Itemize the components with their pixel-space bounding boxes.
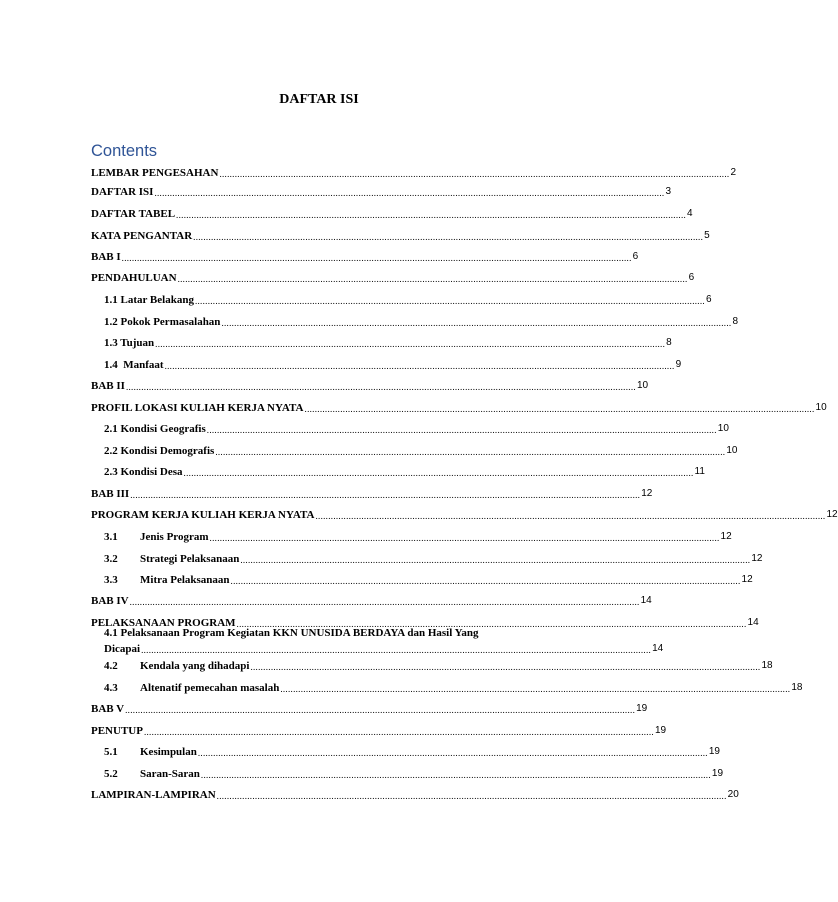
toc-entry[interactable] — [104, 528, 732, 544]
toc-leader-dots: ........................................................................................................................................................................................................ — [219, 169, 730, 179]
toc-leader-dots: ........................................................................................................................................................................................................ — [125, 705, 636, 715]
toc-entry[interactable] — [104, 626, 664, 656]
toc-entry-title — [104, 659, 249, 673]
toc-entry[interactable] — [104, 765, 724, 781]
toc-entry-title — [104, 530, 209, 544]
toc-entry-label: Kendala yang dihadapi — [140, 660, 250, 672]
toc-entry-page: 8 — [666, 337, 672, 348]
toc-entry-title: DAFTAR ISI — [91, 186, 154, 198]
toc-entry[interactable] — [91, 183, 672, 199]
toc-leader-dots: ........................................................................................................................................................................................................ — [200, 770, 711, 780]
toc-entry[interactable] — [104, 313, 738, 329]
toc-entry-page: 4 — [687, 208, 693, 219]
toc-leader-dots: ........................................................................................................................................................................................................ — [141, 645, 652, 655]
toc-leader-dots: ........................................................................................................................................................................................................ — [125, 382, 636, 392]
toc-entry-page: 12 — [741, 574, 753, 585]
toc-leader-dots: ........................................................................................................................................................................................................ — [130, 490, 641, 500]
toc-entry[interactable] — [104, 571, 753, 587]
toc-entry-title: KATA PENGANTAR — [91, 230, 193, 242]
toc-leader-dots: ........................................................................................................................................................................................................ — [280, 684, 791, 694]
toc-entry[interactable] — [104, 743, 720, 759]
toc-entry[interactable] — [91, 205, 693, 221]
toc-entry-number: 4.3 — [104, 682, 118, 694]
toc-leader-dots: ........................................................................................................................................................................................................ — [183, 468, 694, 478]
toc-entry-title: PROFIL LOKASI KULIAH KERJA NYATA — [91, 402, 304, 414]
toc-entry[interactable] — [91, 227, 710, 243]
toc-entry-page: 12 — [751, 553, 763, 564]
toc-entry-number: 5.2 — [104, 768, 118, 780]
toc-entry[interactable] — [91, 248, 639, 264]
toc-entry[interactable] — [104, 550, 763, 566]
toc-entry-title — [104, 767, 200, 781]
toc-entry-page: 10 — [815, 402, 827, 413]
toc-entry[interactable] — [91, 786, 739, 802]
toc-entry-page: 5 — [704, 230, 710, 241]
toc-entry-title: 1.3 Tujuan — [104, 337, 155, 349]
toc-leader-dots: ........................................................................................................................................................................................................ — [206, 425, 717, 435]
toc-entry-page: 11 — [694, 466, 705, 477]
toc-leader-dots: ........................................................................................................................................................................................................ — [176, 210, 687, 220]
toc-entry[interactable] — [104, 463, 705, 479]
toc-entry-page: 19 — [708, 746, 720, 757]
toc-leader-dots: ........................................................................................................................................................................................................ — [209, 533, 720, 543]
toc-entry-page: 10 — [636, 380, 649, 391]
toc-entry-title: 2.1 Kondisi Geografis — [104, 423, 206, 435]
toc-entry-label: Kesimpulan — [140, 746, 197, 758]
toc-entry-title: LAMPIRAN-LAMPIRAN — [91, 789, 216, 801]
toc-entry[interactable] — [91, 506, 838, 522]
toc-entry-page: 6 — [632, 251, 639, 262]
toc-entry-page: 6 — [688, 272, 695, 283]
toc-entry-page: 14 — [640, 595, 652, 606]
toc-entry-page: 9 — [675, 359, 682, 370]
toc-leader-dots: ........................................................................................................................................................................................................ — [193, 232, 704, 242]
toc-entry-page: 10 — [717, 423, 729, 434]
toc-leader-dots: ........................................................................................................................................................................................................ — [315, 511, 826, 521]
toc-entry-title: 1.4 Manfaat — [104, 359, 164, 371]
toc-entry-title: 2.2 Kondisi Demografis — [104, 445, 215, 457]
toc-leader-dots: ........................................................................................................................................................................................................ — [250, 662, 761, 672]
toc-leader-dots: ........................................................................................................................................................................................................ — [230, 576, 741, 586]
toc-entry-label: Jenis Program — [140, 531, 209, 543]
toc-entry-page: 8 — [732, 316, 738, 327]
toc-entry-title: PELAKSANAAN PROGRAM — [91, 617, 236, 629]
toc-entry-title-continued: Dicapai — [104, 643, 141, 655]
toc-entry-title: 4.1 Pelaksanaan Program Kegiatan KKN UNUSIDA BERDAYA dan Hasil Yang — [104, 627, 479, 639]
contents-heading: Contents — [91, 142, 158, 160]
toc-leader-dots: ........................................................................................................................................................................................................ — [155, 339, 666, 349]
toc-entry-page: 18 — [791, 682, 803, 693]
toc-entry-label: Saran-Saran — [140, 768, 200, 780]
toc-entry-page: 14 — [652, 643, 664, 654]
toc-entry-title: 2.3 Kondisi Desa — [104, 466, 183, 478]
toc-entry-title — [104, 552, 239, 566]
toc-entry[interactable] — [91, 269, 695, 285]
toc-entry-title — [104, 681, 279, 695]
toc-entry[interactable] — [104, 657, 773, 673]
toc-entry-number: 3.2 — [104, 553, 118, 565]
toc-entry-page: 19 — [711, 768, 724, 779]
toc-entry-title: PENDAHULUAN — [91, 272, 177, 284]
toc-leader-dots: ........................................................................................................................................................................................................ — [304, 404, 815, 414]
toc-entry[interactable] — [91, 592, 652, 608]
toc-entry-page: 6 — [705, 294, 712, 305]
toc-entry-title: DAFTAR TABEL — [91, 208, 176, 220]
toc-entry-title: BAB V — [91, 703, 125, 715]
toc-entry[interactable] — [104, 291, 712, 307]
toc-entry-title: LEMBAR PENGESAHAN — [91, 167, 219, 179]
toc-entry-page: 3 — [665, 186, 672, 197]
toc-entry-page: 12 — [720, 531, 732, 542]
toc-entry-title: BAB III — [91, 488, 130, 500]
toc-entry[interactable] — [104, 420, 729, 436]
toc-entry[interactable] — [91, 399, 827, 415]
toc-entry-title: PROGRAM KERJA KULIAH KERJA NYATA — [91, 509, 315, 521]
toc-entry-title: BAB I — [91, 251, 121, 263]
toc-entry-title: PENUTUP — [91, 725, 143, 737]
toc-entry-page: 2 — [730, 167, 736, 178]
toc-entry-continuation — [104, 641, 664, 656]
toc-entry[interactable] — [91, 377, 649, 393]
toc-leader-dots: ........................................................................................................................................................................................................ — [177, 274, 688, 284]
toc-entry-number: 3.1 — [104, 531, 118, 543]
toc-leader-dots: ........................................................................................................................................................................................................ — [236, 619, 747, 629]
toc-entry-title — [104, 573, 230, 587]
toc-entry-page: 19 — [636, 703, 648, 714]
toc-entry[interactable] — [104, 442, 738, 458]
toc-leader-dots: ........................................................................................................................................................................................................ — [164, 361, 675, 371]
toc-entry-title: BAB II — [91, 380, 125, 392]
toc-entry-page: 12 — [641, 488, 653, 499]
toc-entry[interactable] — [104, 334, 672, 350]
toc-entry[interactable] — [91, 700, 648, 716]
toc-entry-title: BAB IV — [91, 595, 129, 607]
toc-entry-number: 5.1 — [104, 746, 118, 758]
toc-entry[interactable] — [91, 164, 736, 180]
toc-leader-dots: ........................................................................................................................................................................................................ — [240, 555, 751, 565]
toc-entry[interactable] — [91, 485, 653, 501]
toc-entry[interactable] — [104, 679, 803, 695]
toc-entry-title — [104, 745, 197, 759]
toc-leader-dots: ........................................................................................................................................................................................................ — [129, 597, 640, 607]
toc-entry-label: Strategi Pelaksanaan — [140, 553, 240, 565]
toc-leader-dots: ........................................................................................................................................................................................................ — [197, 748, 708, 758]
document-title: DAFTAR ISI — [279, 92, 359, 107]
toc-leader-dots: ........................................................................................................................................................................................................ — [216, 791, 727, 801]
toc-leader-dots: ........................................................................................................................................................................................................ — [154, 188, 665, 198]
toc-leader-dots: ........................................................................................................................................................................................................ — [221, 318, 732, 328]
toc-entry-page: 18 — [761, 660, 773, 671]
toc-entry[interactable] — [91, 722, 667, 738]
toc-entry[interactable] — [104, 356, 682, 372]
toc-entry-number: 3.3 — [104, 574, 118, 586]
toc-leader-dots: ........................................................................................................................................................................................................ — [194, 296, 705, 306]
toc-leader-dots: ........................................................................................................................................................................................................ — [121, 253, 632, 263]
toc-entry-page: 14 — [747, 617, 759, 628]
toc-entry-title: 1.1 Latar Belakang — [104, 294, 194, 306]
toc-leader-dots: ........................................................................................................................................................................................................ — [143, 727, 654, 737]
toc-entry-page: 19 — [654, 725, 667, 736]
toc-entry-label: Altenatif pemecahan masalah — [140, 682, 280, 694]
toc-entry-label: Mitra Pelaksanaan — [140, 574, 230, 586]
toc-entry-page: 10 — [726, 445, 738, 456]
toc-entry-page: 20 — [727, 789, 739, 800]
toc-entry-page: 12 — [826, 509, 838, 520]
toc-entry-title: 1.2 Pokok Permasalahan — [104, 316, 221, 328]
toc-leader-dots: ........................................................................................................................................................................................................ — [215, 447, 726, 457]
toc-entry-number: 4.2 — [104, 660, 118, 672]
